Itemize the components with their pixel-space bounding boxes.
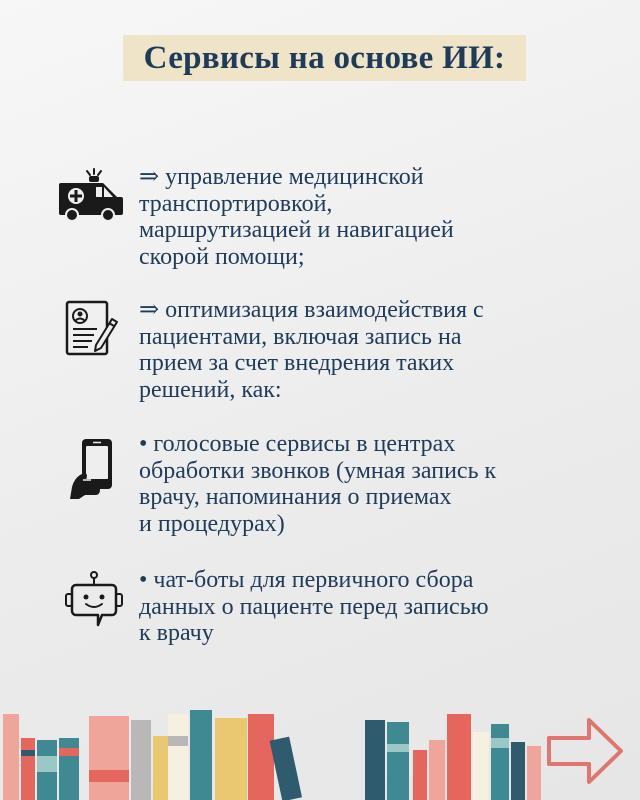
document-pen-icon bbox=[56, 299, 126, 369]
smartphone-hand-icon bbox=[56, 435, 126, 505]
item-text: ⇒ оптимизация взаимодействия с пациентами, включая запись на прием за счет внедрения таких решений, как: bbox=[139, 297, 484, 403]
chatbot-icon bbox=[56, 569, 126, 639]
item-text: • голосовые сервисы в центрах обработки звонков (умная запись к врачу, напоминания о приемах и процедурах) bbox=[139, 431, 497, 537]
item-text: ⇒ управление медицинской транспортировкой, маршрутизацией и навигацией скорой помощи; bbox=[139, 164, 454, 270]
next-arrow-icon[interactable] bbox=[546, 716, 624, 786]
ambulance-icon bbox=[56, 166, 126, 236]
bookshelf-illustration bbox=[0, 700, 640, 800]
title-banner bbox=[123, 35, 526, 81]
item-text: • чат-боты для первичного сбора данных о пациенте перед записью к врачу bbox=[139, 567, 489, 646]
page-title: Сервисы на основе ИИ: bbox=[143, 39, 506, 76]
